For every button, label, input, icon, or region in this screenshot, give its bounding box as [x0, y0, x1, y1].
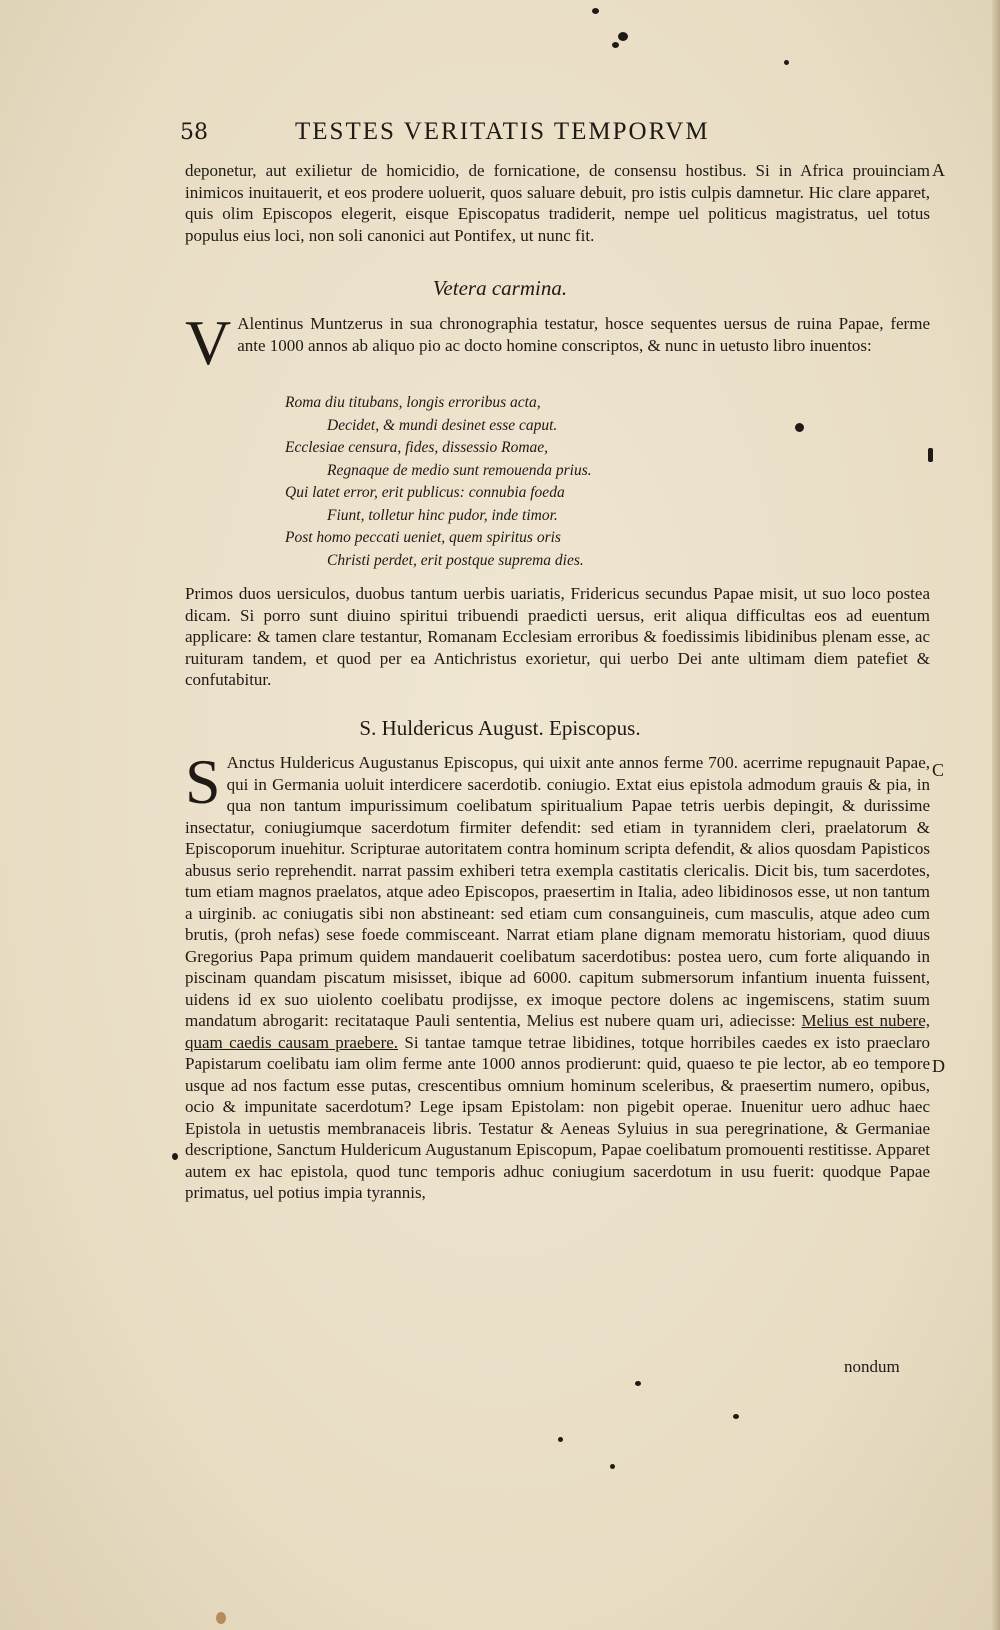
ink-speck	[610, 1464, 615, 1469]
verse-line: Qui latet error, erit publicus: connubia foeda	[285, 484, 565, 501]
ink-speck	[558, 1437, 563, 1442]
section-heading-huldericus: S. Huldericus August. Episcopus.	[359, 716, 641, 740]
margin-letter-a: A	[932, 160, 945, 180]
ink-speck	[635, 1381, 641, 1386]
running-title: TESTES VERITATIS TEMPORVM	[295, 118, 710, 145]
verse-line: Roma diu titubans, longis erroribus acta,	[285, 394, 541, 411]
ink-speck	[618, 32, 628, 41]
folio-number: 58	[180, 120, 208, 145]
underlined-quote: Melius est nubere, quam caedis causam praebere.	[185, 1011, 931, 1052]
paragraph-text: Si tantae tamque tetrae libidines, totque horribiles caedes ex isto praeclaro Papistarum coelibatu iam olim ferme ante 1000 annos prodierunt: quid, quaeso te pie lector, ab eo tempore usque ad nos factum esse putas, crescentibus omnium hominum sceleribus, & praesertim numero, opibus, ocio & impunitate sacerdotum? Lege ipsam Epistolam: non pigebit operae. Inuenitur uero adhuc haec Epistola in uetustis membranaceis libris. Testatur & Aeneas Syluius in sua peregrinatione, & Germaniae descriptione, Sanctum Huldericum Augustanum Episcopum, Papae coelibatum promouenti restitisse. Apparet autem ex hac epistola, quod tunc temporis adhuc coniugium sacerdotum in usu fuerit: quodque Papae primatus, uel potius impia tyrannis,	[185, 1032, 931, 1202]
ink-speck	[733, 1414, 739, 1419]
ink-speck	[795, 423, 804, 432]
paragraph-huldericus	[185, 746, 931, 1204]
verse-line: Regnaque de medio sunt remouenda prius.	[327, 461, 592, 479]
paragraph-muntzerus	[185, 307, 930, 378]
ink-speck	[216, 1612, 226, 1624]
verse-line: Decidet, & mundi desinet esse caput.	[327, 416, 558, 434]
verse-line: Christi perdet, erit postque suprema dies.	[327, 551, 584, 569]
ink-speck	[612, 42, 619, 48]
ink-speck	[928, 448, 933, 462]
paragraph-text: Alentinus Muntzerus in sua chronographia testatur, hosce sequentes uersus de ruina Papae, ferme ante 1000 annos ab aliquo pio ac docto homine conscriptos, & nunc in uetusto libro inuentos:	[237, 314, 930, 355]
page-header	[180, 118, 820, 148]
paragraph-fridericus: Primos duos uersiculos, duobus tantum uerbis uariatis, Fridericus secundus Papae misit, ut suo loco postea dicam. Si porro sunt diuino spiritui tribuendi praedicti uersus, erit aliqua difficultas eos ad euentum applicare: & tamen clare testantur, Romanam Ecclesiam erroribus & foedissimis libidinibus plenam esse, ac ruituram tandem, et quod per ea Antichristus exorietur, qui uerbo Dei ante ultimam diem patefiet & confutabitur.	[185, 584, 930, 689]
section-heading-vetera-carmina: Vetera carmina.	[432, 276, 568, 300]
page-edge	[992, 0, 1000, 1630]
verse-line: Fiunt, tolletur hinc pudor, inde timor.	[327, 506, 558, 524]
ink-speck	[784, 60, 789, 65]
ink-speck	[172, 1153, 178, 1160]
paragraph-text: Anctus Huldericus Augustanus Episcopus, qui uixit ante annos ferme 700. acerrime repugnauit Papae, qui in Germania uoluit interdicere sacerdotib. coniugio. Extat eius epistola admodum grauis & pia, in qua non tantum impurissimum coelibatum spiritualium Papae tetris uerbis depingit, & durissime insectatur, coniugiumque sacerdotum firmiter defendit: sed etiam in tyrannidem cleri, praelatorum & Episcoporum inuehitur. Scripturae autoritatem contra hominum scripta defendit, & alios quosdam Papisticos abusus serio reprehendit. narrat passim exhiberi tetra exempla castitatis clericalis. Dicit bis, tum sacerdotes, tum etiam magnos praelatos, atque adeo Episcopos, praesertim in Italia, adeo libidinosos esse, ut non tantum a uirginib. ac coniugatis sibi non abstineant: sed etiam cum consanguineis, cum masculis, atque adeo cum brutis, (proh nefas) sese foede commisceant. Narrat etiam plane dignam memoratu historiam, quod diuus Gregorius Papa primum quidem mandauerit coelibatum sacerdotibus: postea uero, cum forte aliquando in piscinam quandam piscatum misisset, ibique ad 6000. capitum submersorum infantium inuenta fuissent, uidens id ex suo uiolento coelibatu prodijsse, ex imoque pectore dolens ac ingemiscens, statim suum mandatum abrogarit: recitataque Pauli sententia, Melius est nubere quam uri, adiecisse:	[185, 753, 930, 1030]
verse-block	[285, 392, 785, 572]
ink-speck	[592, 8, 599, 14]
catchword: nondum	[844, 1357, 900, 1376]
paragraph-continued: deponetur, aut exilietur de homicidio, de fornicatione, de consensu hostibus. Si in Africa prouinciam inimicos inuitauerit, et eos prodere uoluerit, quos saluare debuit, pro istis culpis damnetur. Hic clare apparet, quis olim Episcopos elegerit, eisque Episcopatus tradiderit, nempe uel politicus magistratus, uel totus populus eius loci, non soli canonici aut Pontifex, ut nunc fit.	[185, 161, 930, 245]
drop-cap: V	[185, 307, 232, 378]
verse-line: Post homo peccati ueniet, quem spiritus oris	[285, 529, 561, 546]
drop-cap: S	[185, 746, 221, 817]
margin-letter-c: C	[932, 760, 945, 780]
margin-letter-d: D	[932, 1056, 945, 1076]
verse-line: Ecclesiae censura, fides, dissessio Romae,	[285, 439, 549, 456]
